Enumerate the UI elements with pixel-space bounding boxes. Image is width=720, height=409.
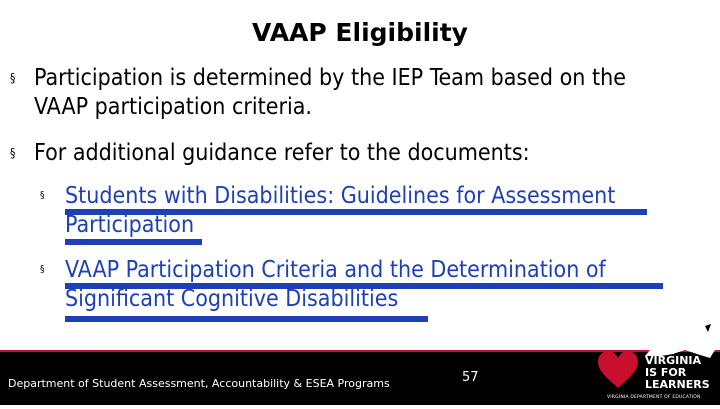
- link-students-with-disabilities-line-1[interactable]: Students with Disabilities: Guidelines for Assessment: [65, 183, 616, 209]
- logo-line-3: LEARNERS: [645, 378, 710, 391]
- link-vaap-participation-criteria-line-1[interactable]: VAAP Participation Criteria and the Determination of: [65, 257, 606, 283]
- logo-line-1: VIRGINIA: [645, 354, 702, 367]
- virginia-is-for-learners-logo: [585, 306, 720, 405]
- sub-bullet-marker: §: [40, 264, 45, 275]
- heart-icon: [597, 350, 639, 390]
- link-vaap-participation-criteria-line-2[interactable]: Significant Cognitive Disabilities: [65, 286, 399, 312]
- link-underline: [65, 316, 428, 322]
- logo-subtitle: VIRGINIA DEPARTMENT OF EDUCATION: [607, 395, 701, 400]
- footer-department: Department of Student Assessment, Accountability & ESEA Programs: [8, 377, 390, 390]
- link-students-with-disabilities-line-2[interactable]: Participation: [65, 212, 195, 238]
- page-number: 57: [462, 370, 479, 385]
- slide-title: VAAP Eligibility: [252, 18, 468, 47]
- bullet-1-line-1: Participation is determined by the IEP Team based on the: [34, 65, 626, 91]
- link-underline: [65, 239, 202, 245]
- bullet-marker: §: [10, 146, 16, 160]
- bullet-1-line-2: VAAP participation criteria.: [34, 94, 312, 120]
- bullet-2-line-1: For additional guidance refer to the documents:: [34, 140, 530, 166]
- logo-line-2: IS FOR: [645, 366, 687, 379]
- sub-bullet-marker: §: [40, 190, 45, 201]
- bullet-marker: §: [10, 71, 16, 85]
